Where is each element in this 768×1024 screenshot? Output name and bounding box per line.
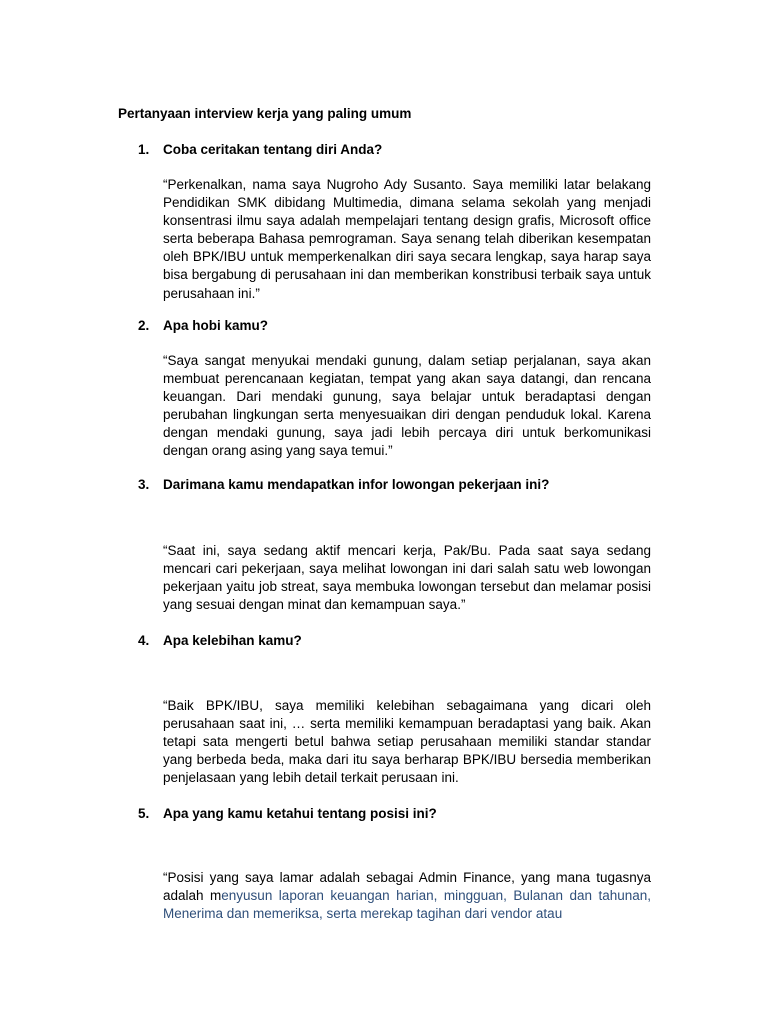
question-2 — [138, 317, 268, 335]
answer-5-start: “Posisi yang saya lamar adalah sebagai Admin Finance, yang mana tugasnya adalah m — [163, 870, 651, 904]
answer-5 — [163, 869, 651, 923]
answer-5-highlight: enyusun laporan keuangan harian, mingguan, Bulanan dan tahunan, Menerima dan memeriksa, serta merekap tagihan dari vendor atau — [163, 888, 651, 922]
question-text: Darimana kamu mendapatkan infor lowongan pekerjaan ini? — [163, 477, 550, 492]
question-3 — [138, 476, 549, 494]
question-text: Apa kelebihan kamu? — [163, 633, 302, 648]
question-4 — [138, 632, 302, 650]
question-number: 5. — [138, 806, 150, 821]
question-number: 1. — [138, 142, 150, 157]
question-text: Apa hobi kamu? — [163, 318, 269, 333]
question-number: 4. — [138, 633, 150, 648]
question-text: Coba ceritakan tentang diri Anda? — [163, 142, 383, 157]
answer-1: “Perkenalkan, nama saya Nugroho Ady Susanto. Saya memiliki latar belakang Pendidikan SMK dibidang Multimedia, dimana selama sekolah yang menjadi konsentrasi ilmu saya adalah mempelajari tentang design grafis, Microsoft office serta beberapa Bahasa pemrograman. Saya senang telah diberikan kesempatan oleh BPK/IBU untuk memperkenalkan diri saya secara lengkap, saya harap saya bisa bergabung di perusahaan ini dan memberikan konstribusi terbaik saya untuk perusahaan ini.” — [163, 177, 651, 301]
question-text: Apa yang kamu ketahui tentang posisi ini? — [163, 806, 437, 821]
document-title: Pertanyaan interview kerja yang paling umum — [118, 106, 412, 121]
question-number: 3. — [138, 477, 150, 492]
answer-3: “Saat ini, saya sedang aktif mencari kerja, Pak/Bu. Pada saat saya sedang mencari cari pekerjaan, saya melihat lowongan ini dari salah satu web lowongan pekerjaan yaitu job streat, saya membuka lowongan tersebut dan melamar posisi yang sesuai dengan minat dan kemampuan saya.” — [163, 543, 651, 613]
question-number: 2. — [138, 318, 150, 333]
answer-2: “Saya sangat menyukai mendaki gunung, dalam setiap perjalanan, saya akan membuat perencanaan kegiatan, tempat yang akan saya datangi, dan rencana keuangan. Dari mendaki gunung, saya belajar untuk beradaptasi dengan perubahan lingkungan serta menyesuaikan diri dengan penduduk lokal. Karena dengan mendaki gunung, saya jadi lebih percaya diri untuk berkomunikasi dengan orang asing yang saya temui.” — [163, 353, 651, 459]
answer-4: “Baik BPK/IBU, saya memiliki kelebihan sebagaimana yang dicari oleh perusahaan saat ini, … serta memiliki kemampuan beradaptasi yang baik. Akan tetapi sata mengerti betul bahwa setiap perusahaan memiliki standar standar yang berbeda beda, maka dari itu saya berharap BPK/IBU bersedia memberikan penjelasaan yang lebih detail terkait perusaan ini. — [163, 698, 651, 786]
question-5 — [138, 805, 437, 823]
question-1 — [138, 141, 382, 159]
